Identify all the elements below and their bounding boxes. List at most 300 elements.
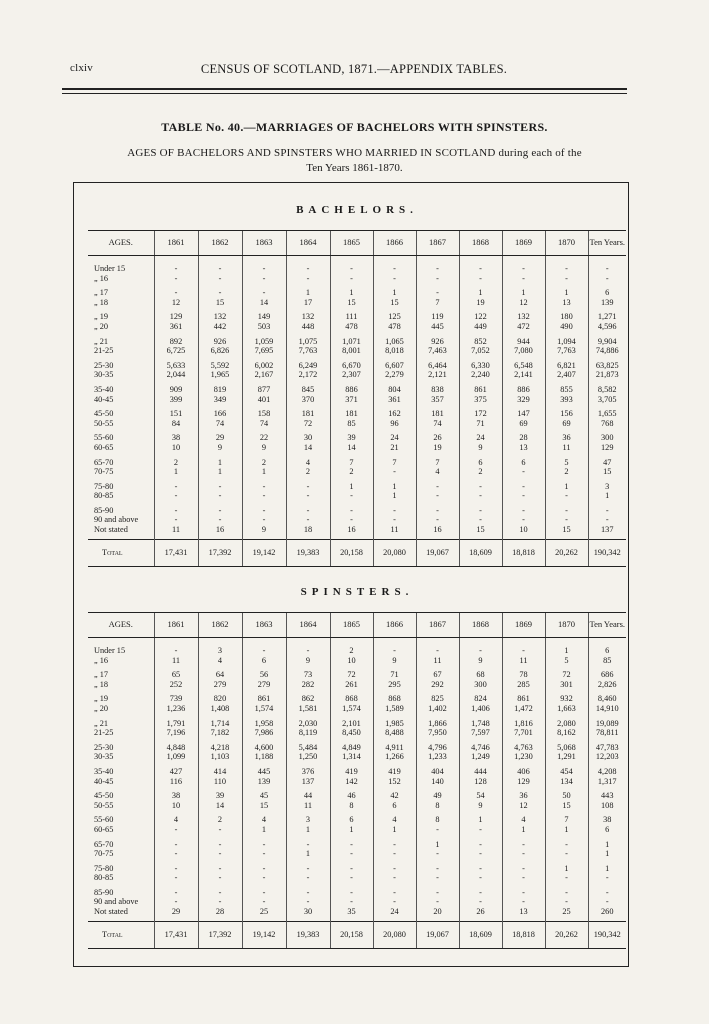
table-cell: -	[330, 849, 373, 859]
table-cell: -	[459, 888, 502, 898]
table-cell: 69	[545, 419, 588, 429]
table-cell: 14,910	[588, 704, 626, 714]
table-title: TABLE No. 40.—MARRIAGES OF BACHELORS WITH SPINSTERS.	[161, 120, 548, 134]
table-cell: 285	[502, 680, 545, 690]
table-cell: 825	[416, 694, 459, 704]
total-cell: 19,142	[242, 539, 286, 566]
table-cell: 8	[416, 801, 459, 811]
table-row	[88, 395, 626, 405]
table-cell: 1,317	[588, 777, 626, 787]
table-cell: -	[154, 897, 198, 907]
table-cell: 2	[545, 467, 588, 477]
table-row	[88, 525, 626, 539]
age-label: Under 15	[94, 264, 126, 273]
table-cell: -	[198, 491, 242, 501]
table-cell: 686	[588, 670, 626, 680]
table-cell: 8	[416, 815, 459, 825]
total-cell: 18,818	[502, 539, 545, 566]
table-cell: 5,484	[286, 743, 330, 753]
table-cell: 180	[545, 312, 588, 322]
table-cell: 1	[198, 467, 242, 477]
table-cell: -	[242, 288, 286, 298]
age-label: 55-60	[94, 433, 114, 443]
age-label: „ 18	[94, 297, 109, 307]
table-cell: -	[242, 840, 286, 850]
table-cell: -	[545, 506, 588, 516]
table-cell: 15	[588, 467, 626, 477]
table-cell: 85	[588, 656, 626, 666]
table-cell: -	[286, 274, 330, 284]
age-label: 25-30	[94, 742, 114, 752]
table-cell: -	[286, 840, 330, 850]
table-cell: 129	[502, 777, 545, 787]
table-cell: 15	[459, 525, 502, 539]
table-cell: 1,581	[286, 704, 330, 714]
age-label: „ 19	[94, 312, 109, 322]
table-row	[88, 864, 626, 874]
table-cell: 6	[459, 458, 502, 468]
table-cell: 8	[330, 801, 373, 811]
table-row	[88, 337, 626, 347]
table-cell: 38	[154, 433, 198, 443]
total-cell: 190,342	[588, 539, 626, 566]
table-cell: 1	[416, 840, 459, 850]
table-row	[88, 849, 626, 859]
total-cell: 20,080	[373, 921, 416, 948]
table-cell: 4,600	[242, 743, 286, 753]
table-cell: -	[416, 825, 459, 835]
table-cell: 12	[502, 801, 545, 811]
age-label: 85-90	[94, 887, 114, 897]
table-cell: 295	[373, 680, 416, 690]
table-cell: 71	[459, 419, 502, 429]
table-cell: 2,121	[416, 370, 459, 380]
table-cell: -	[373, 873, 416, 883]
table-cell: 46	[330, 791, 373, 801]
table-cell: -	[373, 864, 416, 874]
table-cell: 1	[286, 849, 330, 859]
table-cell: 1,985	[373, 719, 416, 729]
table-row	[88, 312, 626, 322]
table-cell: 4	[373, 815, 416, 825]
table-cell: 96	[373, 419, 416, 429]
table-cell: -	[502, 873, 545, 883]
table-cell: 1	[373, 288, 416, 298]
header-rule-thick	[62, 88, 627, 90]
table-cell: 819	[198, 385, 242, 395]
table-cell: 1	[545, 638, 588, 656]
table-cell: -	[588, 515, 626, 525]
table-cell: 67	[416, 670, 459, 680]
total-label: Total	[88, 539, 154, 566]
table-row	[88, 274, 626, 284]
age-label: 30-35	[94, 752, 114, 762]
table-cell: 7,695	[242, 346, 286, 356]
table-cell: 44	[286, 791, 330, 801]
table-row	[88, 670, 626, 680]
table-row	[88, 443, 626, 453]
table-cell: 1,965	[198, 370, 242, 380]
age-label: „ 17	[94, 670, 109, 680]
table-cell: 8,001	[330, 346, 373, 356]
table-cell: -	[459, 515, 502, 525]
table-cell: 119	[416, 312, 459, 322]
table-cell: 838	[416, 385, 459, 395]
table-cell: -	[330, 888, 373, 898]
age-label: 50-55	[94, 800, 114, 810]
table-row	[88, 638, 626, 656]
table-cell: 5	[545, 656, 588, 666]
total-cell: 20,158	[330, 921, 373, 948]
table-cell: 4,911	[373, 743, 416, 753]
table-cell: -	[459, 274, 502, 284]
table-cell: 279	[242, 680, 286, 690]
age-label: 90 and above	[94, 897, 139, 907]
table-row	[88, 694, 626, 704]
table-cell: 9	[198, 443, 242, 453]
table-cell: 926	[416, 337, 459, 347]
total-cell: 18,818	[502, 921, 545, 948]
table-cell: 110	[198, 777, 242, 787]
table-cell: -	[416, 897, 459, 907]
total-cell: 17,431	[154, 539, 198, 566]
table-cell: 4,746	[459, 743, 502, 753]
table-cell: 14	[198, 801, 242, 811]
table-cell: 1,071	[330, 337, 373, 347]
total-cell: 18,609	[459, 539, 502, 566]
table-cell: 2,141	[502, 370, 545, 380]
table-cell: 181	[416, 409, 459, 419]
table-cell: -	[330, 491, 373, 501]
table-cell: 21	[373, 443, 416, 453]
table-cell: 5,592	[198, 361, 242, 371]
table-cell: 1,075	[286, 337, 330, 347]
table-cell: 139	[588, 298, 626, 308]
table-cell: -	[154, 888, 198, 898]
table-row	[88, 656, 626, 666]
table-cell: 886	[330, 385, 373, 395]
table-cell: 1,714	[198, 719, 242, 729]
table-cell: 74	[416, 419, 459, 429]
table-cell: 2,167	[242, 370, 286, 380]
table-cell: 19,089	[588, 719, 626, 729]
table-cell: 444	[459, 767, 502, 777]
table-cell: 139	[242, 777, 286, 787]
table-cell: 10	[154, 801, 198, 811]
table-cell: 17	[286, 298, 330, 308]
column-header-ages: AGES.	[88, 613, 154, 638]
column-header-1865: 1865	[330, 231, 373, 256]
table-cell: 11	[545, 443, 588, 453]
table-cell: 147	[502, 409, 545, 419]
table-cell: 4,208	[588, 767, 626, 777]
table-cell: 140	[416, 777, 459, 787]
table-cell: 877	[242, 385, 286, 395]
table-cell: -	[373, 840, 416, 850]
table-cell: 478	[373, 322, 416, 332]
table-cell: -	[330, 864, 373, 874]
table-cell: 393	[545, 395, 588, 405]
table-cell: 69	[502, 419, 545, 429]
table-cell: 158	[242, 409, 286, 419]
bachelors-body	[88, 256, 626, 567]
table-cell: -	[502, 274, 545, 284]
table-cell: 12	[502, 298, 545, 308]
table-cell: 443	[588, 791, 626, 801]
table-cell: 26	[459, 907, 502, 921]
age-label: 65-70	[94, 457, 114, 467]
table-cell: -	[330, 274, 373, 284]
table-cell: 6,464	[416, 361, 459, 371]
bachelors-header-row	[88, 231, 626, 256]
table-cell: 25	[242, 907, 286, 921]
table-cell: -	[545, 274, 588, 284]
column-header-1861: 1861	[154, 231, 198, 256]
table-cell: 14	[286, 443, 330, 453]
table-cell: -	[459, 840, 502, 850]
age-label: 55-60	[94, 815, 114, 825]
age-label: 25-30	[94, 360, 114, 370]
table-cell: 2,279	[373, 370, 416, 380]
table-cell: 4	[416, 467, 459, 477]
table-cell: 6,548	[502, 361, 545, 371]
table-cell: 1	[242, 467, 286, 477]
table-cell: -	[502, 849, 545, 859]
table-row	[88, 728, 626, 738]
column-header-1866: 1866	[373, 231, 416, 256]
table-cell: 4	[286, 458, 330, 468]
table-cell: 12,203	[588, 752, 626, 762]
table-cell: 1,188	[242, 752, 286, 762]
table-cell: -	[459, 825, 502, 835]
column-header-ages: AGES.	[88, 231, 154, 256]
table-row	[88, 419, 626, 429]
column-header-1866: 1866	[373, 613, 416, 638]
table-cell: -	[198, 274, 242, 284]
table-cell: 1	[502, 288, 545, 298]
table-cell: -	[242, 638, 286, 656]
table-row	[88, 409, 626, 419]
age-label: „ 16	[94, 273, 109, 283]
table-cell: -	[242, 256, 286, 274]
table-cell: -	[502, 256, 545, 274]
table-cell: 74	[242, 419, 286, 429]
age-label: 50-55	[94, 418, 114, 428]
table-cell: 1	[154, 467, 198, 477]
table-cell: 5,633	[154, 361, 198, 371]
age-label: „ 16	[94, 655, 109, 665]
table-cell: -	[242, 515, 286, 525]
column-header-1869: 1869	[502, 613, 545, 638]
table-cell: -	[416, 256, 459, 274]
table-cell: -	[416, 515, 459, 525]
table-cell: 1	[373, 491, 416, 501]
table-cell: 861	[242, 694, 286, 704]
table-cell: 2,307	[330, 370, 373, 380]
table-cell: 1	[373, 825, 416, 835]
total-cell: 20,262	[545, 539, 588, 566]
table-cell: 18	[286, 525, 330, 539]
table-cell: 156	[545, 409, 588, 419]
table-cell: 7,463	[416, 346, 459, 356]
table-cell: -	[416, 849, 459, 859]
table-row	[88, 322, 626, 332]
table-cell: -	[198, 864, 242, 874]
table-cell: 24	[373, 907, 416, 921]
table-cell: 1	[545, 825, 588, 835]
table-cell: -	[154, 515, 198, 525]
table-cell: 11	[154, 525, 198, 539]
table-row	[88, 482, 626, 492]
table-cell: 375	[459, 395, 502, 405]
table-cell: 35	[330, 907, 373, 921]
age-label: 40-45	[94, 776, 114, 786]
table-cell: -	[459, 897, 502, 907]
table-cell: 22	[242, 433, 286, 443]
table-cell: 739	[154, 694, 198, 704]
table-cell: -	[416, 274, 459, 284]
total-cell: 17,431	[154, 921, 198, 948]
age-label: 35-40	[94, 384, 114, 394]
table-cell: 1,655	[588, 409, 626, 419]
table-cell: 282	[286, 680, 330, 690]
table-cell: 4	[242, 815, 286, 825]
table-cell: 1	[545, 864, 588, 874]
table-cell: -	[502, 638, 545, 656]
table-cell: 449	[459, 322, 502, 332]
table-cell: 6	[588, 825, 626, 835]
column-header-1870: 1870	[545, 613, 588, 638]
table-cell: 2	[330, 467, 373, 477]
table-cell: 1	[330, 482, 373, 492]
table-cell: 7,196	[154, 728, 198, 738]
table-row	[88, 767, 626, 777]
table-cell: 24	[459, 433, 502, 443]
table-cell: 64	[198, 670, 242, 680]
table-cell: -	[242, 274, 286, 284]
table-cell: 7,597	[459, 728, 502, 738]
table-cell: -	[330, 873, 373, 883]
table-cell: 1,099	[154, 752, 198, 762]
table-cell: -	[242, 888, 286, 898]
table-cell: 129	[154, 312, 198, 322]
table-cell: 8,460	[588, 694, 626, 704]
table-cell: -	[459, 506, 502, 516]
table-cell: 15	[373, 298, 416, 308]
table-cell: -	[198, 840, 242, 850]
table-cell: 9	[242, 443, 286, 453]
table-cell: -	[545, 897, 588, 907]
table-cell: 1	[459, 815, 502, 825]
column-header-1867: 1867	[416, 613, 459, 638]
age-label: 60-65	[94, 442, 114, 452]
age-label: 75-80	[94, 863, 114, 873]
table-cell: -	[286, 506, 330, 516]
table-cell: 9	[459, 656, 502, 666]
age-label: „ 21	[94, 718, 109, 728]
table-cell: 490	[545, 322, 588, 332]
table-row	[88, 361, 626, 371]
table-cell: 261	[330, 680, 373, 690]
column-header-1862: 1862	[198, 613, 242, 638]
table-cell: 24	[373, 433, 416, 443]
table-cell: 1,233	[416, 752, 459, 762]
table-cell: -	[242, 864, 286, 874]
table-cell: 39	[330, 433, 373, 443]
age-label: 80-85	[94, 873, 114, 883]
table-cell: -	[502, 888, 545, 898]
table-cell: -	[545, 515, 588, 525]
table-cell: 2	[198, 815, 242, 825]
table-cell: 1,314	[330, 752, 373, 762]
table-cell: 371	[330, 395, 373, 405]
table-cell: -	[198, 256, 242, 274]
age-label: Not stated	[94, 525, 128, 535]
table-cell: 36	[545, 433, 588, 443]
table-cell: 9	[373, 656, 416, 666]
table-cell: -	[502, 840, 545, 850]
age-label: Under 15	[94, 646, 126, 655]
table-cell: 2,407	[545, 370, 588, 380]
table-cell: 152	[373, 777, 416, 787]
spinsters-title: SPINSTERS.	[300, 586, 414, 598]
table-cell: 2,101	[330, 719, 373, 729]
column-header-1864: 1864	[286, 231, 330, 256]
table-cell: 16	[416, 525, 459, 539]
table-cell: -	[286, 482, 330, 492]
table-cell: -	[545, 888, 588, 898]
table-cell: -	[416, 638, 459, 656]
table-cell: 47	[588, 458, 626, 468]
table-cell: 6	[502, 458, 545, 468]
table-cell: -	[242, 482, 286, 492]
table-cell: 10	[330, 656, 373, 666]
table-cell: 15	[545, 801, 588, 811]
table-cell: 6	[242, 656, 286, 666]
table-cell: 15	[242, 801, 286, 811]
table-cell: 42	[373, 791, 416, 801]
column-header-1861: 1861	[154, 613, 198, 638]
table-cell: -	[154, 864, 198, 874]
table-cell: 14	[242, 298, 286, 308]
age-label: Not stated	[94, 907, 128, 917]
table-cell: 292	[416, 680, 459, 690]
table-cell: 85	[330, 419, 373, 429]
bachelors-section	[88, 200, 626, 567]
table-cell: 162	[373, 409, 416, 419]
table-cell: 932	[545, 694, 588, 704]
table-row	[88, 704, 626, 714]
table-cell: 4	[154, 815, 198, 825]
table-cell: 1,059	[242, 337, 286, 347]
table-cell: 39	[198, 791, 242, 801]
table-cell: 19	[459, 298, 502, 308]
column-header-1868: 1868	[459, 613, 502, 638]
table-cell: -	[154, 274, 198, 284]
table-cell: 4,849	[330, 743, 373, 753]
table-cell: -	[459, 638, 502, 656]
table-cell: 804	[373, 385, 416, 395]
table-cell: 30	[286, 433, 330, 443]
table-cell: 6,002	[242, 361, 286, 371]
table-row	[88, 873, 626, 883]
table-cell: -	[198, 825, 242, 835]
table-cell: -	[330, 256, 373, 274]
table-cell: 852	[459, 337, 502, 347]
table-cell: -	[154, 825, 198, 835]
table-cell: 68	[459, 670, 502, 680]
table-cell: -	[154, 482, 198, 492]
